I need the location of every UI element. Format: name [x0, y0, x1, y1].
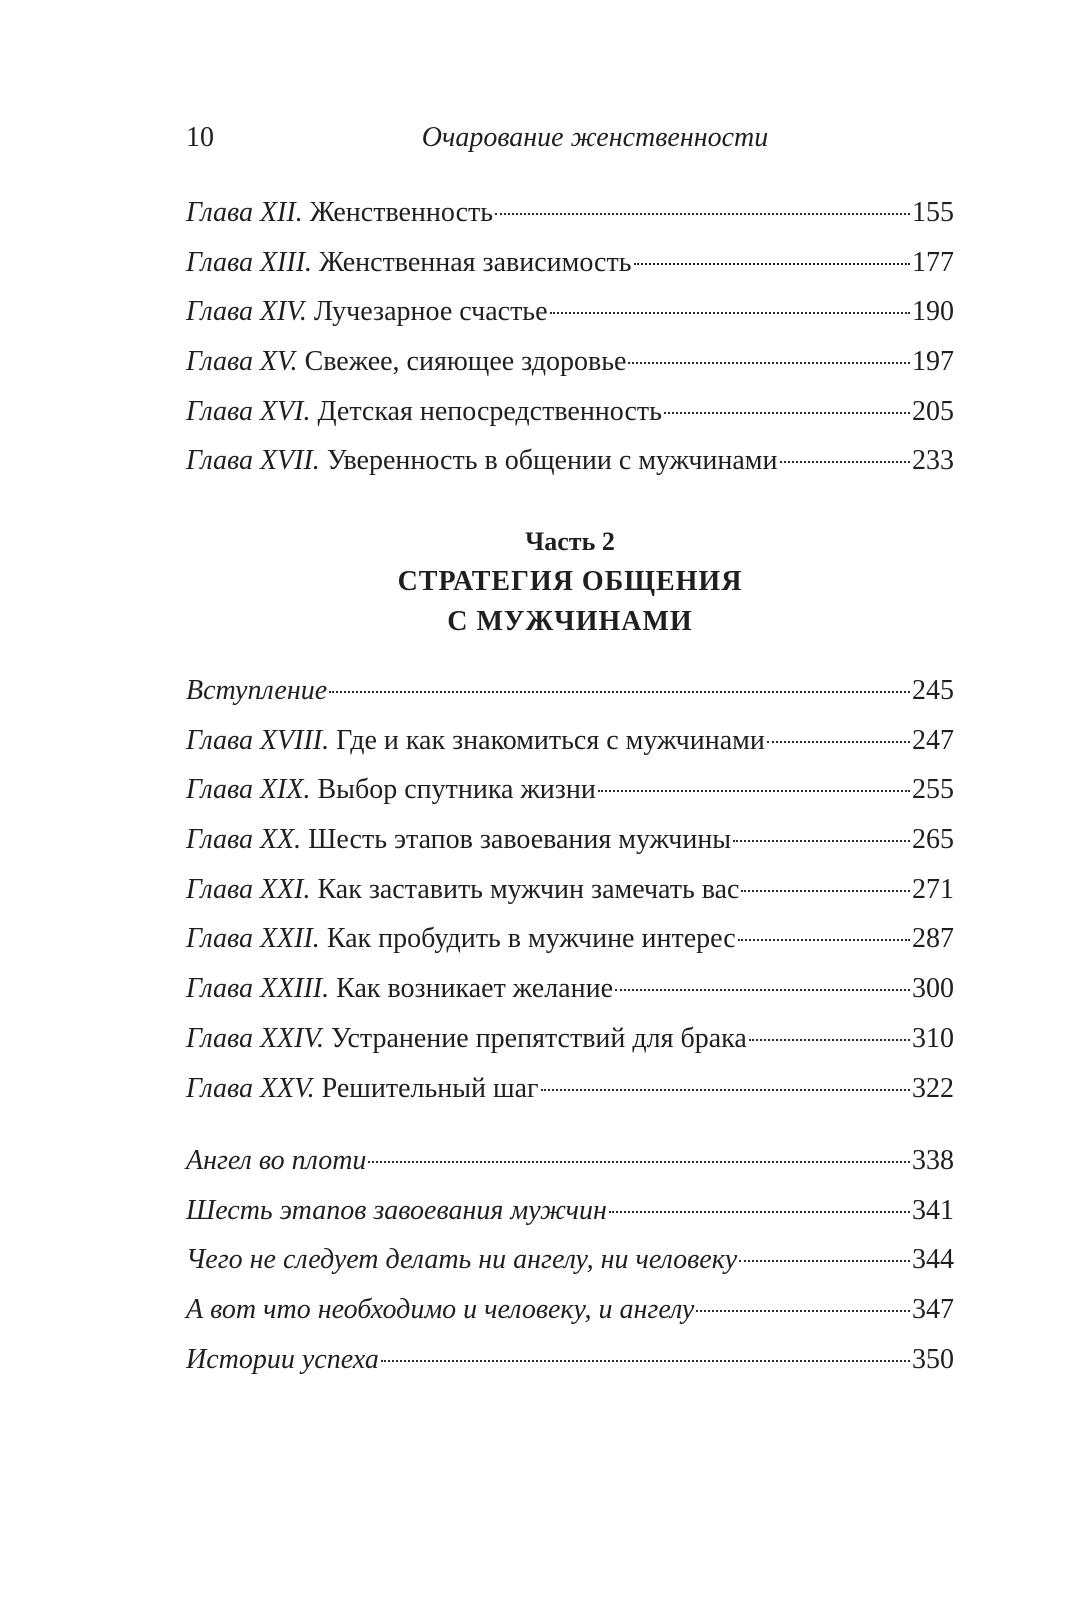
- toc-entry: [186, 1186, 954, 1236]
- part-label: Часть 2: [525, 527, 615, 556]
- dot-leader: [738, 939, 910, 941]
- toc-entry: [186, 815, 954, 865]
- chapter-title: Как пробудить в мужчине интерес: [326, 923, 736, 955]
- toc-page-number: 300: [912, 973, 954, 1005]
- chapter-number: Глава XII.: [186, 197, 303, 228]
- toc-page-number: 255: [912, 774, 954, 806]
- toc-entry: [186, 1014, 954, 1064]
- toc-entry: [186, 1136, 954, 1186]
- chapter-title: Лучезарное счастье: [313, 296, 548, 328]
- toc-entry-label: Ангел во плоти: [186, 1145, 367, 1176]
- toc-entry: [186, 387, 954, 437]
- chapter-number: Глава XVI.: [186, 395, 311, 427]
- chapter-title: Как заставить мужчин замечать вас: [317, 873, 740, 905]
- dot-leader: [780, 461, 910, 463]
- toc-part2: [186, 666, 954, 1113]
- toc-entry: [186, 1064, 954, 1114]
- toc-appendix: [186, 1136, 954, 1384]
- dot-leader: [609, 1211, 910, 1213]
- chapter-title: Как возникает желание: [336, 973, 614, 1005]
- dot-leader: [696, 1310, 910, 1312]
- toc-page-number: 322: [912, 1072, 954, 1104]
- chapter-title: Свежее, сияющее здоровье: [304, 346, 627, 378]
- chapter-title: Детская непосредственность: [317, 395, 662, 427]
- toc-entry-label: [186, 964, 613, 1014]
- chapter-title: Женственная зависимость: [319, 246, 632, 278]
- toc-entry: [186, 1235, 954, 1285]
- toc-page-number: 197: [912, 346, 954, 378]
- toc-entry: [186, 1285, 954, 1335]
- dot-leader: [495, 213, 910, 215]
- toc-entry: [186, 436, 954, 486]
- dot-leader: [634, 263, 911, 265]
- toc-page-number: 265: [912, 824, 954, 856]
- toc-entry: [186, 238, 954, 288]
- toc-part1: [186, 188, 954, 486]
- toc-entry: [186, 337, 954, 387]
- dot-leader: [541, 1089, 911, 1091]
- toc-entry-label: Чего не следует делать ни ангелу, ни человеку: [186, 1244, 738, 1276]
- toc-page-number: 350: [912, 1343, 954, 1375]
- toc-entry-label: Шесть этапов завоевания мужчин: [186, 1194, 607, 1226]
- toc-page-number: 341: [912, 1194, 954, 1226]
- toc-entry-label: [186, 815, 731, 865]
- chapter-number: Глава XIII.: [186, 246, 313, 278]
- chapter-number: Глава XXII.: [186, 923, 320, 955]
- toc-page-number: 271: [912, 873, 954, 905]
- chapter-title: Выбор спутника жизни: [317, 774, 596, 806]
- chapter-number: Глава XVII.: [186, 445, 320, 477]
- toc-entry: [186, 765, 954, 815]
- toc-entry-label: [186, 436, 778, 486]
- dot-leader: [628, 362, 910, 364]
- running-head: [186, 122, 954, 158]
- dot-leader: [749, 1039, 910, 1041]
- toc-page-number: 347: [912, 1294, 954, 1326]
- chapter-number: Глава XX.: [186, 824, 302, 856]
- part-title-line2: С МУЖЧИНАМИ: [447, 606, 693, 637]
- dot-leader: [733, 840, 910, 842]
- toc-entry-label: [186, 387, 662, 437]
- dot-leader: [381, 1360, 910, 1362]
- dot-leader: [368, 1161, 910, 1163]
- toc-entry-label: [186, 765, 596, 815]
- dot-leader: [550, 312, 911, 314]
- dot-leader: [329, 691, 910, 693]
- dot-leader: [664, 412, 910, 414]
- dot-leader: [741, 890, 910, 892]
- toc-entry-label: [186, 865, 739, 915]
- dot-leader: [739, 1260, 910, 1262]
- toc-entry-label: [186, 1014, 747, 1064]
- chapter-number: Глава XXIV.: [186, 1022, 324, 1054]
- toc-entry-label: [186, 1064, 539, 1114]
- chapter-number: Глава XVIII.: [186, 724, 330, 756]
- toc-page-number: 344: [912, 1244, 954, 1276]
- toc-entry: [186, 287, 954, 337]
- chapter-number: Глава XV.: [186, 346, 298, 378]
- toc-page-number: 245: [912, 675, 954, 706]
- chapter-number: Глава XXV.: [186, 1072, 315, 1104]
- chapter-title: Где и как знакомиться с мужчинами: [336, 724, 765, 756]
- toc-entry-label: А вот что необходимо и человеку, и ангелу: [186, 1294, 695, 1326]
- page-number: 10: [186, 122, 214, 153]
- toc-entry-label: [186, 287, 548, 337]
- chapter-title: Шесть этапов завоевания мужчины: [308, 824, 732, 856]
- chapter-title: Устранение препятствий для брака: [330, 1022, 747, 1054]
- chapter-title: Женственность: [309, 197, 494, 228]
- toc-entry: [186, 666, 954, 716]
- toc-entry-label: [186, 716, 765, 766]
- toc-page-number: 310: [912, 1022, 954, 1054]
- chapter-number: Глава XXIII.: [186, 973, 330, 1005]
- toc-entry-label: [186, 914, 736, 964]
- chapter-title: Решительный шаг: [321, 1072, 539, 1104]
- chapter-number: Глава XIV.: [186, 296, 307, 328]
- part-heading: [186, 522, 954, 642]
- dot-leader: [598, 790, 910, 792]
- toc-entry-label: [186, 238, 632, 288]
- book-title: Очарование женственности: [421, 122, 769, 153]
- toc-page-number: 247: [912, 724, 954, 756]
- toc-page-number: 287: [912, 923, 954, 955]
- part-title-line1: СТРАТЕГИЯ ОБЩЕНИЯ: [397, 566, 743, 597]
- toc-page-number: 155: [912, 197, 954, 228]
- toc-page-number: 205: [912, 395, 954, 427]
- toc-entry: [186, 865, 954, 915]
- chapter-title: Уверенность в общении с мужчинами: [326, 445, 778, 477]
- dot-leader: [615, 989, 910, 991]
- toc-entry: [186, 1335, 954, 1385]
- toc-entry: [186, 964, 954, 1014]
- toc-page-number: 338: [912, 1145, 954, 1176]
- toc-entry-label: [186, 337, 626, 387]
- toc-entry: [186, 716, 954, 766]
- toc-entry-label: Истории успеха: [186, 1343, 379, 1375]
- toc-entry-label: [186, 188, 493, 238]
- dot-leader: [767, 741, 910, 743]
- toc-page-number: 177: [912, 246, 954, 278]
- toc-page-number: 233: [912, 445, 954, 477]
- toc-page-number: 190: [912, 296, 954, 328]
- toc-entry-label: Вступление: [186, 675, 328, 706]
- chapter-number: Глава XXI.: [186, 873, 311, 905]
- chapter-number: Глава XIX.: [186, 774, 311, 806]
- toc-entry: [186, 188, 954, 238]
- toc-entry: [186, 914, 954, 964]
